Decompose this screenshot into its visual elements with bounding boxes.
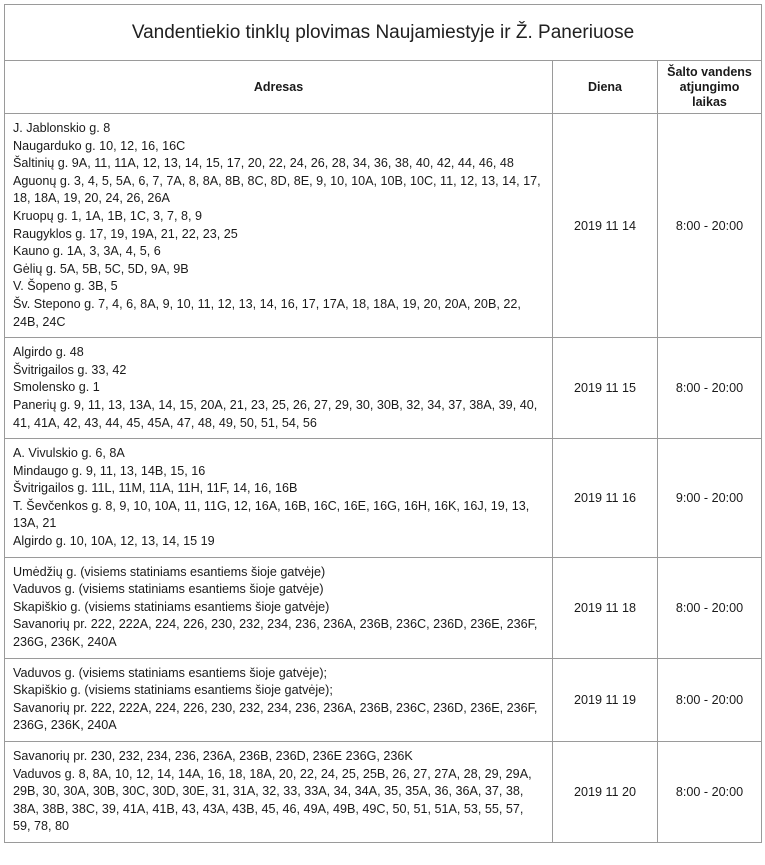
- table-row: [5, 114, 762, 338]
- address-line: Mindaugo g. 9, 11, 13, 14B, 15, 16: [13, 463, 206, 478]
- address-line: Gėlių g. 5A, 5B, 5C, 5D, 9A, 9B: [13, 261, 189, 276]
- header-address: Adresas: [5, 61, 553, 114]
- address-line: Šaltinių g. 9A, 11, 11A, 12, 13, 14, 15, 17, 20, 22, 24, 26, 28, 34, 36, 38, 40, 42, 44, 46, 48: [13, 156, 514, 171]
- address-line: Skapiškio g. (visiems statiniams esantiems šioje gatvėje): [13, 599, 330, 614]
- time-cell: 8:00 - 20:00: [658, 114, 762, 338]
- table-row: [5, 658, 762, 741]
- day-cell: 2019 11 16: [553, 439, 658, 558]
- address-line: Umėdžių g. (visiems statiniams esantiems šioje gatvėje): [13, 564, 326, 579]
- address-line: Aguonų g. 3, 4, 5, 5A, 6, 7, 7A, 8, 8A, 8B, 8C, 8D, 8E, 9, 10, 10A, 10B, 10C, 11, 12, 13, 14, 17, 18, 18A, 19, 20, 24, 26, 26A: [13, 173, 541, 206]
- address-cell: [5, 439, 553, 558]
- address-line: Naugarduko g. 10, 12, 16, 16C: [13, 138, 186, 153]
- time-cell: 8:00 - 20:00: [658, 742, 762, 843]
- address-cell: [5, 557, 553, 658]
- time-cell: 8:00 - 20:00: [658, 658, 762, 741]
- address-line: Švitrigailos g. 33, 42: [13, 362, 127, 377]
- time-cell: 9:00 - 20:00: [658, 439, 762, 558]
- address-line: Panerių g. 9, 11, 13, 13A, 14, 15, 20A, 21, 23, 25, 26, 27, 29, 30, 30B, 32, 34, 37, 38A, 39, 40, 41, 41A, 42, 43, 44, 45, 45A, 47, 48, 49, 50, 51, 54, 56: [13, 397, 538, 430]
- address-line: Šv. Stepono g. 7, 4, 6, 8A, 9, 10, 11, 12, 13, 14, 16, 17, 17A, 18, 18A, 19, 20, 20A, 20B, 22, 24B, 24C: [13, 296, 521, 329]
- header-row: [5, 61, 762, 114]
- day-cell: 2019 11 19: [553, 658, 658, 741]
- address-line: T. Ševčenkos g. 8, 9, 10, 10A, 11, 11G, 12, 16A, 16B, 16C, 16E, 16G, 16H, 16K, 16J, 19, 13, 13A, 21: [13, 498, 530, 531]
- header-day: Diena: [553, 61, 658, 114]
- address-line: Švitrigailos g. 11L, 11M, 11A, 11H, 11F, 14, 16, 16B: [13, 481, 298, 496]
- day-cell: 2019 11 20: [553, 742, 658, 843]
- address-line: Kauno g. 1A, 3, 3A, 4, 5, 6: [13, 244, 161, 259]
- schedule-table: [4, 4, 762, 843]
- address-line: Savanorių pr. 222, 222A, 224, 226, 230, 232, 234, 236, 236A, 236B, 236C, 236D, 236E, 236F, 236G, 236K, 240A: [13, 700, 538, 733]
- address-cell: [5, 114, 553, 338]
- table-title: Vandentiekio tinklų plovimas Naujamiestyje ir Ž. Paneriuose: [5, 5, 762, 61]
- address-line: Vaduvos g. (visiems statiniams esantiems šioje gatvėje): [13, 582, 324, 597]
- address-line: J. Jablonskio g. 8: [13, 121, 111, 135]
- table-row: [5, 338, 762, 439]
- address-line: Kruopų g. 1, 1A, 1B, 1C, 3, 7, 8, 9: [13, 208, 203, 223]
- address-line: Smolensko g. 1: [13, 380, 100, 395]
- address-line: Savanorių pr. 230, 232, 234, 236, 236A, 236B, 236D, 236E 236G, 236K: [13, 749, 413, 763]
- table-row: [5, 557, 762, 658]
- address-line: Algirdo g. 48: [13, 345, 84, 360]
- address-line: Savanorių pr. 222, 222A, 224, 226, 230, 232, 234, 236, 236A, 236B, 236C, 236D, 236E, 236F, 236G, 236K, 240A: [13, 617, 538, 650]
- address-line: Skapiškio g. (visiems statiniams esantiems šioje gatvėje);: [13, 683, 333, 698]
- address-cell: [5, 742, 553, 843]
- header-time: Šalto vandens atjungimo laikas: [658, 61, 762, 114]
- time-cell: 8:00 - 20:00: [658, 557, 762, 658]
- day-cell: 2019 11 15: [553, 338, 658, 439]
- address-cell: [5, 338, 553, 439]
- time-cell: 8:00 - 20:00: [658, 338, 762, 439]
- address-line: Vaduvos g. (visiems statiniams esantiems šioje gatvėje);: [13, 665, 328, 680]
- table-row: [5, 439, 762, 558]
- address-cell: [5, 658, 553, 741]
- day-cell: 2019 11 18: [553, 557, 658, 658]
- address-line: Algirdo g. 10, 10A, 12, 13, 14, 15 19: [13, 534, 215, 549]
- address-line: Raugyklos g. 17, 19, 19A, 21, 22, 23, 25: [13, 226, 238, 241]
- address-line: V. Šopeno g. 3B, 5: [13, 279, 118, 294]
- address-line: Vaduvos g. 8, 8A, 10, 12, 14, 14A, 16, 18, 18A, 20, 22, 24, 25, 25B, 26, 27, 27A, 28, 29, 29A, 29B, 30, 30A, 30B, 30C, 30D, 30E, 31, 31A, 32, 33, 33A, 34, 34A, 35, 35A, 36, 36A, 37, 38, 38A, 38B, 38C, 39, 41A, 41B, 43, 43A, 43B, 45, 46, 49A, 49B, 49C, 50, 51, 51A, 53, 55, 57, 59, 78, 80: [13, 766, 532, 834]
- table-row: [5, 742, 762, 843]
- address-line: A. Vivulskio g. 6, 8A: [13, 446, 125, 461]
- day-cell: 2019 11 14: [553, 114, 658, 338]
